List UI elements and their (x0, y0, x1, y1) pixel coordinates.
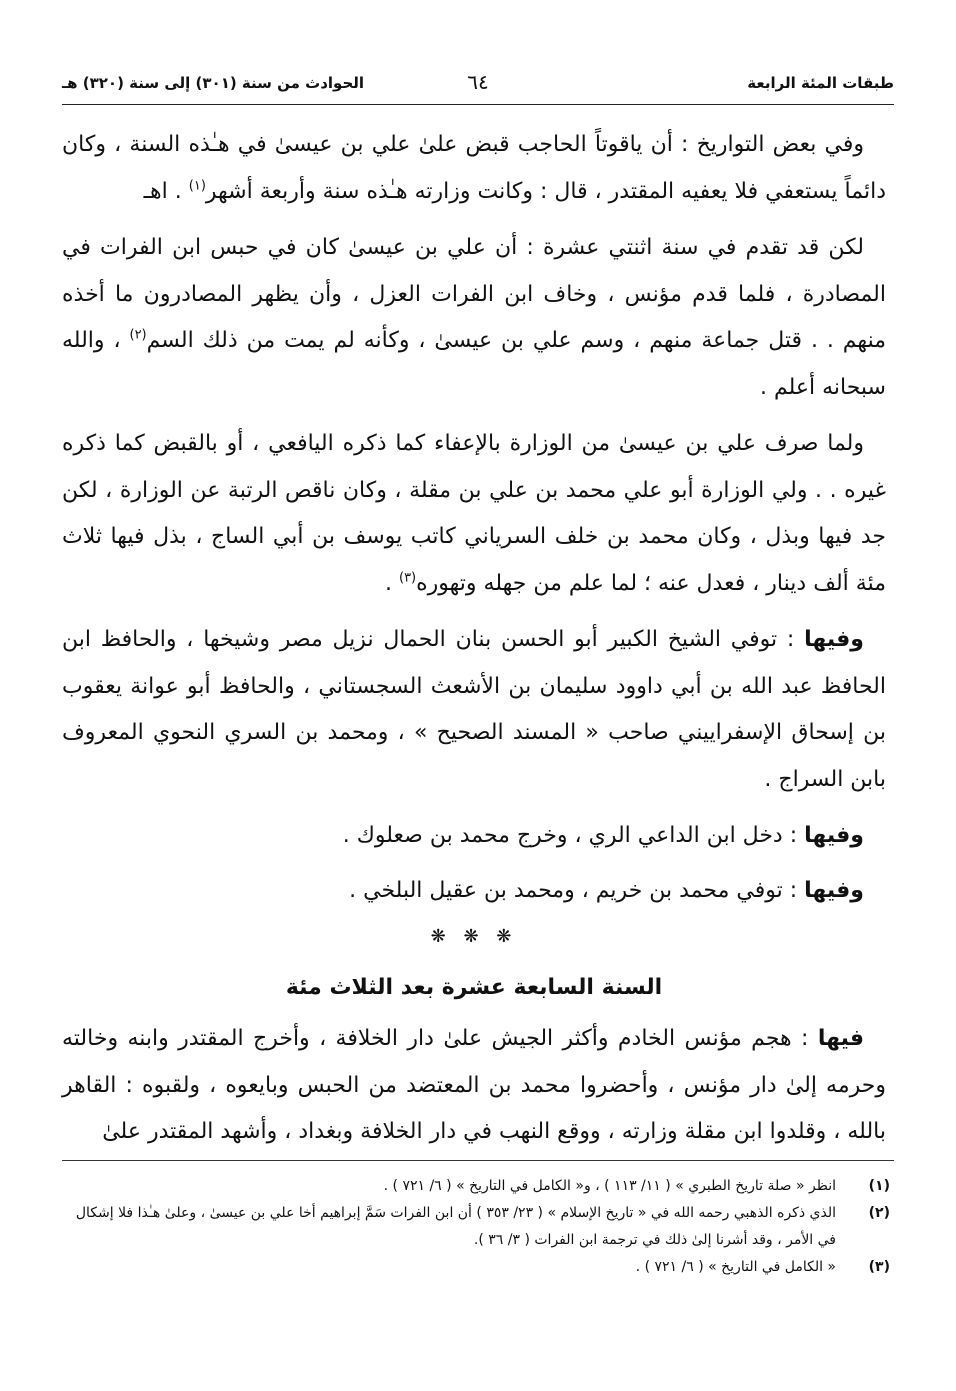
paragraph-2-text: لكن قد تقدم في سنة اثنتي عشرة : أن علي بن عيسىٰ كان في حبس ابن الفرات في المصادرة ، فلما قدم مؤنس ، وخاف ابن الفرات العزل ، وأن يظهر المصادرون ما أخذه منهم . . قتل جماعة منهم ، وسم علي بن عيسىٰ ، وكأنه لم يمت من ذلك السم (62, 235, 886, 353)
paragraph-1 (62, 122, 886, 215)
paragraph-1-text: وفي بعض التواريخ : أن ياقوتاً الحاجب قبض علىٰ علي بن عيسىٰ في هـٰذه السنة ، وكان دائماً يستعفي فلا يعفيه المقتدر ، قال : وكانت وزارته هـٰذه سنة وأربعة أشهر (62, 132, 886, 204)
running-header (62, 70, 894, 105)
paragraph-4-text: : توفي الشيخ الكبير أبو الحسن بنان الحمال نزيل مصر وشيخها ، والحافظ ابن الحافظ عبد الله بن أبي داوود سليمان بن الأشعث السجستاني ، والحافظ أبو عوانة يعقوب بن إسحاق الإسفراييني صاحب « المسند الصحيح » ، ومحمد بن السري النحوي المعروف بابن السراج . (62, 627, 886, 792)
paragraph-3-end: . (384, 570, 399, 596)
footnote-2 (62, 1200, 894, 1254)
main-text (62, 122, 886, 1166)
paragraph-3-text: ولما صرف علي بن عيسىٰ من الوزارة بالإعفاء كما ذكره اليافعي ، أو بالقبض كما ذكره غيره . . ولي الوزارة أبو علي محمد بن علي بن مقلة ، وكان ناقص الرتبة عن الوزارة ، لكن جد فيها وبذل ، وكان محمد بن خلف السرياني كاتب يوسف بن أبي الساج ، بذل فيها ثلاث مئة ألف دينار ، فعدل عنه ؛ لما علم من جهله وتهوره (62, 431, 886, 596)
header-chapter-title: الحوادث من سنة (٣٠١) إلى سنة (٣٢٠) هـ (62, 74, 365, 92)
paragraph-3 (62, 421, 886, 607)
section-heading: السنة السابعة عشرة بعد الثلاث مئة (285, 975, 663, 1000)
paragraph-7-text: : هجم مؤنس الخادم وأكثر الجيش علىٰ دار الخلافة ، وأخرج المقتدر وابنه وخالته وحرمه إلىٰ دار مؤنس ، وأحضروا محمد بن المعتضد من الحبس وبايعوه ، ولقبوه : القاهر بالله ، وقلدوا ابن مقلة وزارته ، ووقع النهب في دار الخلافة وبغداد ، وأشهد المقتدر علىٰ (62, 1026, 886, 1144)
paragraph-4-lead: وفيها (804, 627, 864, 652)
footnote-text: « الكامل في التاريخ » ( ٦/ ٧٢١ ) . (635, 1259, 836, 1275)
footnote-1 (62, 1173, 894, 1200)
footnote-ref-2: (٢) (129, 327, 147, 343)
section-separator: ❋ ❋ ❋ (430, 926, 518, 947)
footnote-number: (٣) (868, 1259, 890, 1275)
paragraph-7-lead: فيها (817, 1026, 864, 1051)
footnotes (62, 1160, 894, 1281)
paragraph-6-text: : توفي محمد بن خريم ، ومحمد بن عقيل البلخي . (349, 877, 805, 903)
paragraph-6 (62, 868, 886, 915)
paragraph-2-end: ، والله سبحانه أعلم . (62, 328, 886, 400)
paragraph-7 (62, 1016, 886, 1156)
paragraph-5-lead: وفيها (804, 823, 864, 848)
paragraph-6-lead: وفيها (804, 877, 864, 903)
footnote-number: (١) (868, 1178, 890, 1194)
paragraph-5-text: : دخل ابن الداعي الري ، وخرج محمد بن صعلوك . (342, 823, 805, 848)
footnote-3 (62, 1254, 894, 1281)
paragraph-4 (62, 617, 886, 803)
page-number: ٦٤ (467, 70, 489, 94)
paragraph-2 (62, 225, 886, 411)
header-book-title: طبقات المئة الرابعة (747, 74, 894, 92)
footnote-text: انظر « صلة تاريخ الطبري » ( ١١/ ١١٣ ) ، و« الكامل في التاريخ » ( ٦/ ٧٢١ ) . (383, 1178, 836, 1194)
footnote-ref-1: (١) (188, 178, 206, 194)
footnote-ref-3: (٣) (398, 570, 417, 586)
footnote-number: (٢) (868, 1205, 890, 1221)
paragraph-1-end: . اهـ (143, 178, 189, 204)
footnote-text: الذي ذكره الذهبي رحمه الله في « تاريخ الإسلام » ( ٢٣/ ٣٥٣ ) أن ابن الفرات سَمَّ إبراهيم أخا علي بن عيسىٰ ، وعلىٰ هـٰذا فلا إشكال في الأمر ، وقد أشرنا إلىٰ ذلك في ترجمة ابن الفرات ( ٣/ ٣٦ ). (75, 1205, 836, 1248)
paragraph-5 (62, 813, 886, 860)
